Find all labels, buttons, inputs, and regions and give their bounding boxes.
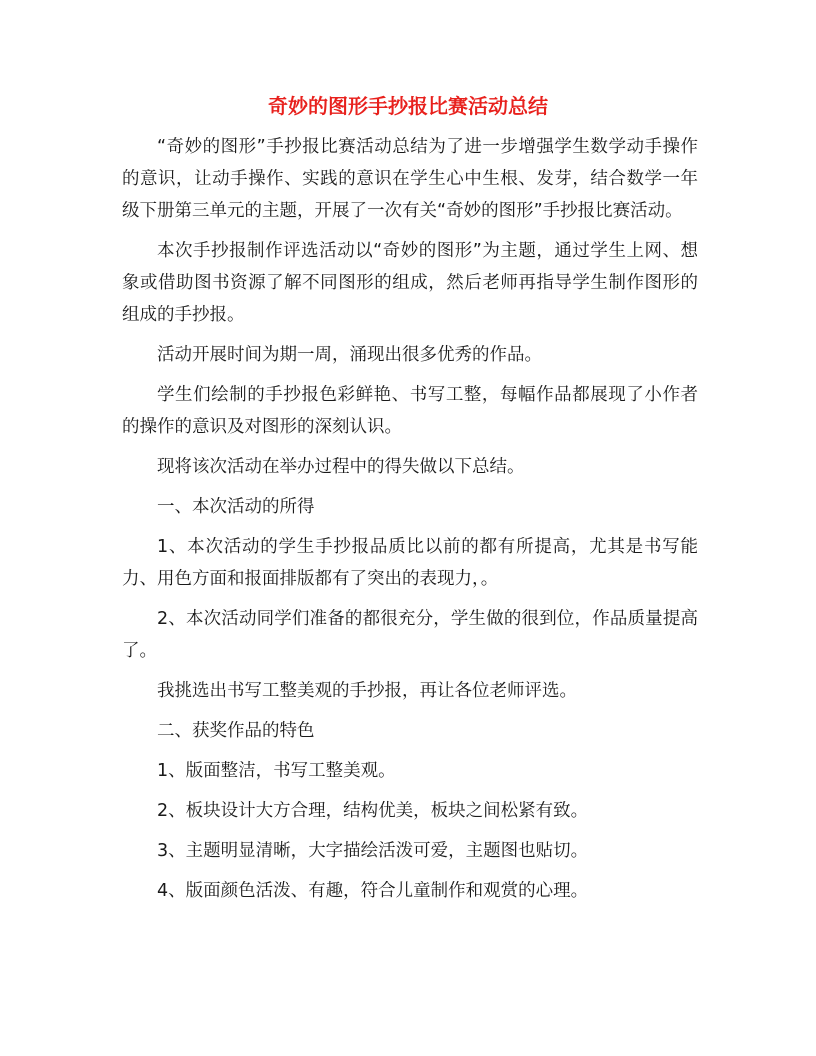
document-title: 奇妙的图形手抄报比赛活动总结: [268, 94, 548, 118]
paragraph-intro: “奇妙的图形”手抄报比赛活动总结为了进一步增强学生数学动手操作的意识，让动手操作、实践的意识在学生心中生根、发芽，结合数学一年级下册第三单元的主题，开展了一次有关“奇妙的图形”手抄报比赛活动。: [122, 137, 698, 221]
paragraph-feature-1: 1、版面整洁，书写工整美观。: [157, 761, 396, 781]
section-heading-features: 二、获奖作品的特色: [157, 721, 315, 741]
paragraph-theme: 本次手抄报制作评选活动以“奇妙的图形”为主题，通过学生上网、想象或借助图书资源了解不同图形的组成，然后老师再指导学生制作图形的组成的手抄报。: [122, 241, 698, 325]
paragraph-duration: 活动开展时间为期一周，涌现出很多优秀的作品。: [157, 345, 542, 365]
paragraph-feature-4: 4、版面颜色活泼、有趣，符合儿童制作和观赏的心理。: [157, 881, 589, 901]
paragraph-selection: 我挑选出书写工整美观的手抄报，再让各位老师评选。: [157, 681, 577, 701]
paragraph-feature-2: 2、板块设计大方合理，结构优美，板块之间松紧有致。: [157, 801, 589, 821]
paragraph-works: 学生们绘制的手抄报色彩鲜艳、书写工整，每幅作品都展现了小作者的操作的意识及对图形的深刻认识。: [122, 385, 698, 437]
section-heading-gains: 一、本次活动的所得: [157, 497, 315, 517]
paragraph-gain-2: 2、本次活动同学们准备的都很充分，学生做的很到位，作品质量提高了。: [122, 609, 698, 661]
paragraph-summary-lead: 现将该次活动在举办过程中的得失做以下总结。: [157, 457, 525, 477]
paragraph-gain-1: 1、本次活动的学生手抄报品质比以前的都有所提高，尤其是书写能力、用色方面和报面排版都有了突出的表现力，。: [122, 537, 698, 589]
paragraph-feature-3: 3、主题明显清晰，大字描绘活泼可爱，主题图也贴切。: [157, 841, 589, 861]
document-body: [122, 131, 698, 915]
